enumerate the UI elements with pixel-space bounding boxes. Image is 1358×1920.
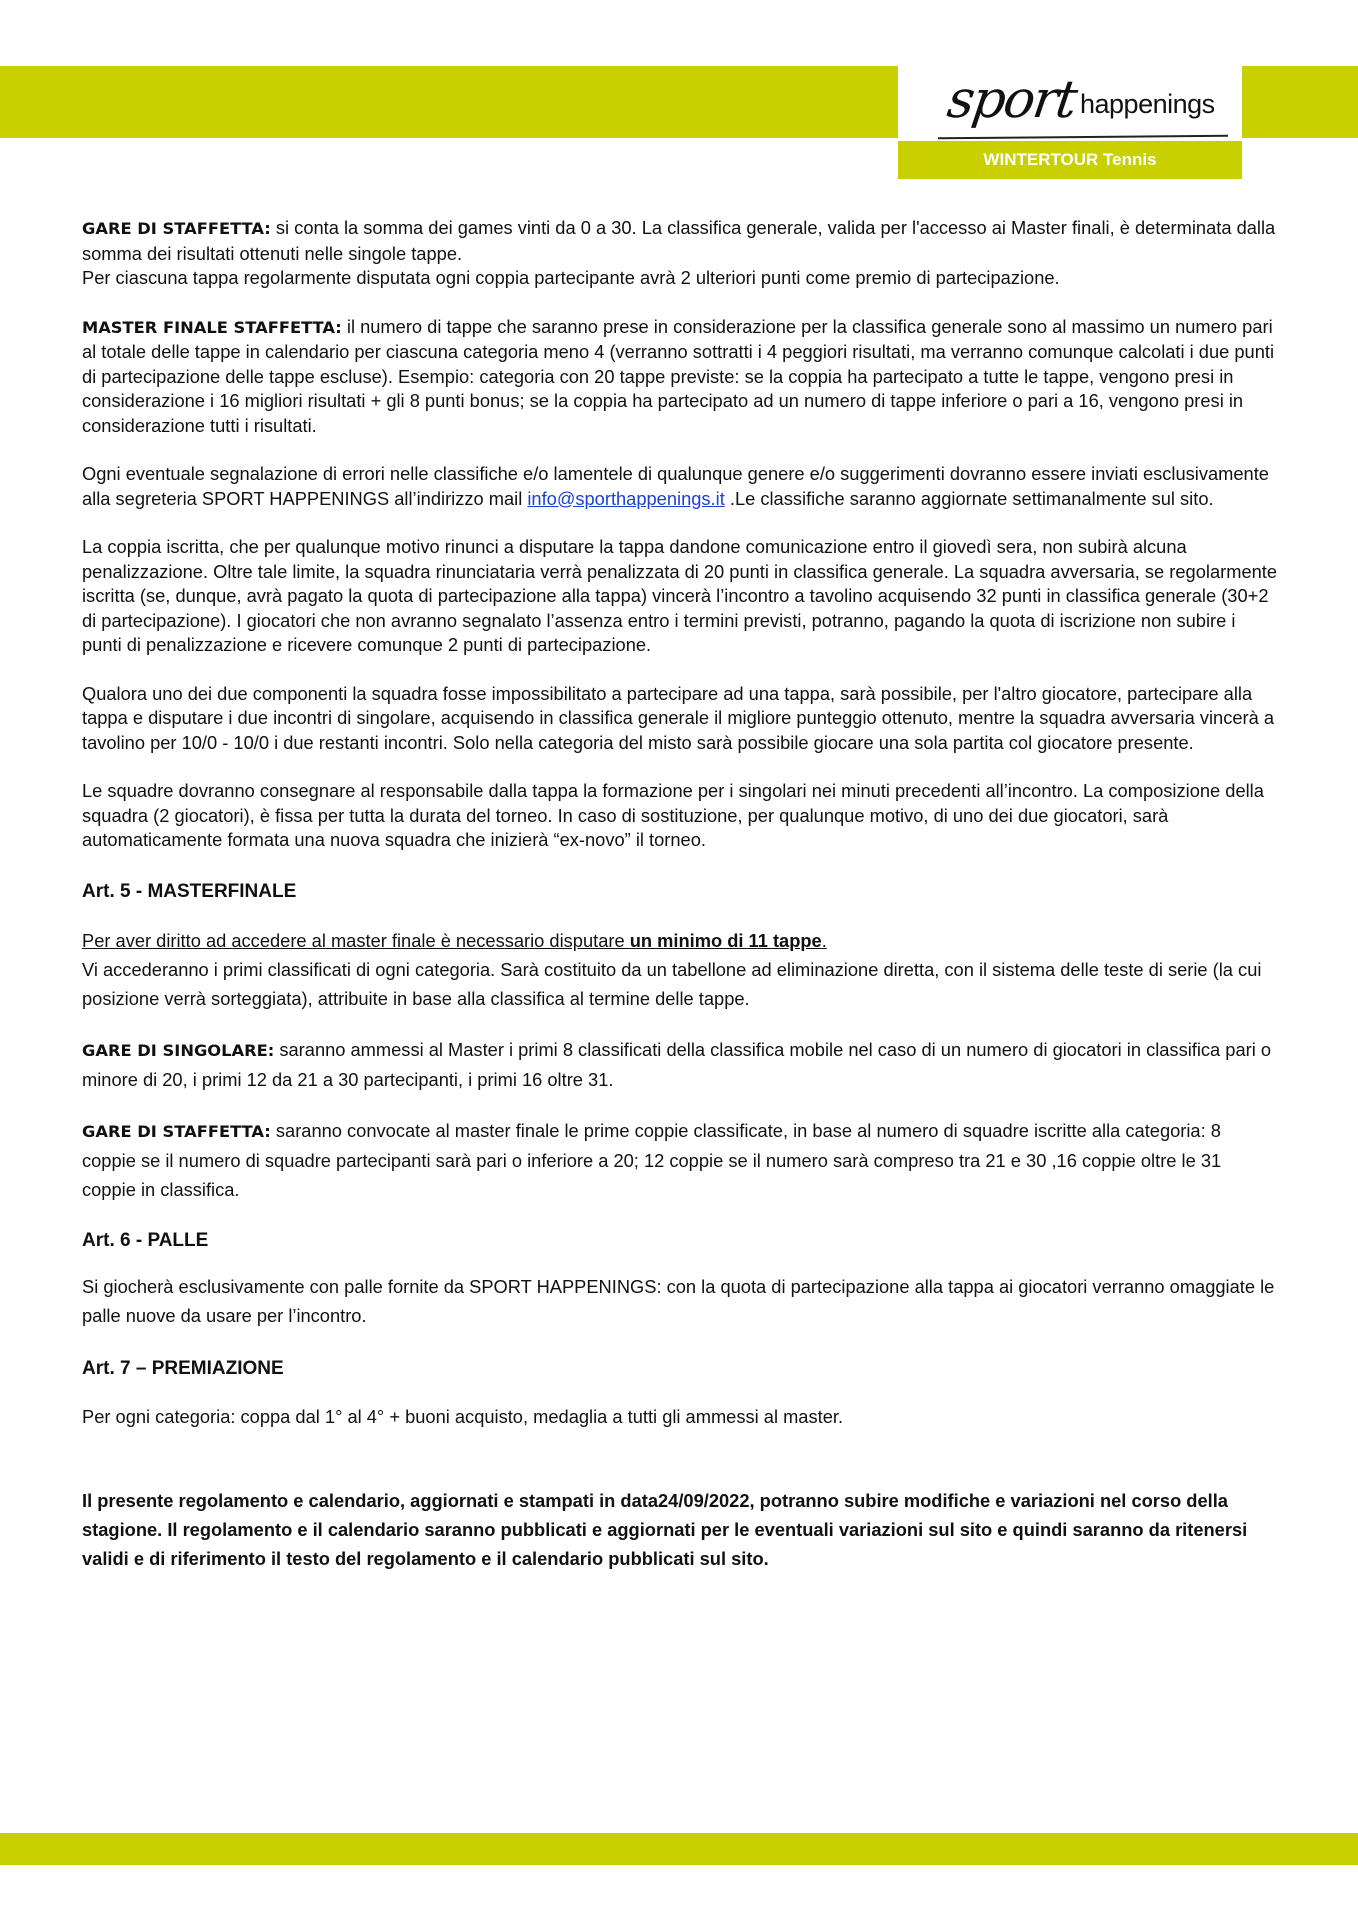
- art5-requirement-bold: un minimo di 11 tappe: [629, 930, 822, 951]
- art7-heading: Art. 7 – PREMIAZIONE: [82, 1357, 284, 1379]
- closing-paragraph: Il presente regolamento e calendario, aggiornati e stampati in data24/09/2022, potranno subire modifiche e variazioni nel corso della stagione. Il regolamento e il calendario saranno pubblicati e aggiornati per le eventuali variazioni sul sito e quindi saranno da ritenersi validi e di riferimento il testo del regolamento e il calendario pubblicati sul sito.: [82, 1489, 1248, 1569]
- art5-requirement: [82, 926, 1278, 955]
- segnalazioni-text: Ogni eventuale segnalazione di errori nelle classifiche e/o lamentele di qualunque genere e/o suggerimenti dovranno essere inviati esclusivamente alla segreteria SPORT HAPPENINGS all’indirizzo mail: [82, 463, 1269, 509]
- logo-happenings-text: happenings: [1080, 89, 1215, 119]
- footer-band: [0, 1833, 1358, 1865]
- art5-paragraph: Vi accederanno i primi classificati di ogni categoria. Sarà costituito da un tabellone ad eliminazione diretta, con il sistema delle teste di serie (la cui posizione verrà sorteggiata), attribuite in base alla classifica al termine delle tappe.: [82, 959, 1262, 1009]
- art5-requirement-end: .: [821, 930, 827, 951]
- art5-heading: Art. 5 - MASTERFINALE: [82, 880, 297, 902]
- staffetta-text: si conta la somma dei games vinti da 0 a 30. La classifica generale, valida per l'accesso ai Master finali, è determinata dalla somma dei risultati ottenuti nelle singole tappe.: [82, 217, 1276, 264]
- formazione-paragraph: Le squadre dovranno consegnare al responsabile dalla tappa la formazione per i singolari nei minuti precedenti all’incontro. La composizione della squadra (2 giocatori), è fissa per tutta la durata del torneo. In caso di sostituzione, per qualunque motivo, di uno dei due giocatori, sarà automaticamente formata una nuova squadra che inizierà “ex-novo” il torneo.: [82, 780, 1264, 850]
- header-subtitle: WINTERTOUR Tennis: [898, 141, 1242, 179]
- logo-sport-text: sport: [943, 70, 1080, 130]
- art6-paragraph: Si giocherà esclusivamente con palle fornite da SPORT HAPPENINGS: con la quota di partecipazione alla tappa ai giocatori verranno omaggiate le palle nuove da usare per l’incontro.: [82, 1275, 1275, 1326]
- rinuncia-paragraph: La coppia iscritta, che per qualunque motivo rinunci a disputare la tappa dandone comunicazione entro il giovedì sera, non subirà alcuna penalizzazione. Oltre tale limite, la squadra rinunciataria verrà penalizzata di 20 punti in classifica generale. La squadra avversaria, se regolarmente iscritta (se, dunque, avrà pagato la quota di partecipazione alla tappa) vincerà l’incontro a tavolino acquisendo 32 punti in classifica generale (30+2 di partecipazione). I giocatori che non avranno segnalato l’assenza entro i termini previsti, potranno, pagando la quota di iscrizione non subire i punti di penalizzazione e ricevere comunque 2 punti di partecipazione.: [82, 536, 1278, 655]
- logo-swash: [938, 135, 1228, 140]
- art6-heading: Art. 6 - PALLE: [82, 1230, 209, 1251]
- email-link[interactable]: info@sporthappenings.it: [527, 487, 725, 509]
- impossibilitato-paragraph: Qualora uno dei due componenti la squadra fosse impossibilitato a partecipare ad una tappa, sarà possibile, per l'altro giocatore, partecipare alla tappa e disputare i due incontri di singolare, acquisendo in classifica generale il migliore punteggio ottenuto, mentre la squadra avversaria vincerà a tavolino per 10/0 - 10/0 i due restanti incontri. Solo nella categoria del misto sarà possibile giocare una sola partita col giocatore presente.: [82, 682, 1275, 753]
- staffetta-paragraph: [82, 216, 1278, 266]
- document-body: [82, 216, 1278, 1573]
- master-staffetta-label: MASTER FINALE STAFFETTA:: [82, 317, 342, 337]
- master-staffetta-paragraph: [82, 315, 1278, 439]
- art5-staffetta-label: GARE DI STAFFETTA:: [82, 1122, 271, 1141]
- segnalazioni-paragraph: [82, 462, 1278, 511]
- art5-staffetta-paragraph: [82, 1116, 1278, 1204]
- singolare-label: GARE DI SINGOLARE:: [82, 1041, 275, 1060]
- segnalazioni-text-end: .Le classifiche saranno aggiornate settimanalmente sul sito.: [724, 487, 1214, 509]
- singolare-text: saranno ammessi al Master i primi 8 classificati della classifica mobile nel caso di un numero di giocatori in classifica pari o minore di 20, i primi 12 da 21 a 30 partecipanti, i primi 16 oltre 31.: [82, 1039, 1272, 1090]
- staffetta-bonus-paragraph: Per ciascuna tappa regolarmente disputata ogni coppia partecipante avrà 2 ulteriori punti come premio di partecipazione.: [82, 267, 1060, 288]
- master-staffetta-text: il numero di tappe che saranno prese in considerazione per la classifica generale sono al massimo un numero pari al totale delle tappe in calendario per ciascuna categoria meno 4 (verranno sottratti i 4 peggiori risultati, ma verranno comunque calcolati i due punti di partecipazione delle tappe escluse). Esempio: categoria con 20 tappe previste: se la coppia ha partecipato a tutte le tappe, vengono presi in considerazione i 16 migliori risultati + gli 8 punti bonus; se la coppia ha partecipato ad un numero di tappe inferiore o pari a 16, vengono presi in considerazione tutti i risultati.: [82, 315, 1275, 436]
- staffetta-label: GARE DI STAFFETTA:: [82, 219, 271, 238]
- art5-requirement-text: Per aver diritto ad accedere al master finale è necessario disputare: [82, 930, 630, 951]
- art7-paragraph: Per ogni categoria: coppa dal 1° al 4° + buoni acquisto, medaglia a tutti gli ammessi al master.: [82, 1406, 844, 1427]
- art5-staffetta-text: saranno convocate al master finale le prime coppie classificate, in base al numero di squadre iscritte alla categoria: 8 coppie se il numero di squadre partecipanti sarà pari o inferiore a 20; 12 coppie se il numero sarà compreso tra 21 e 30 ,16 coppie oltre le 31 coppie in classifica.: [82, 1120, 1222, 1200]
- singolare-paragraph: [82, 1035, 1278, 1094]
